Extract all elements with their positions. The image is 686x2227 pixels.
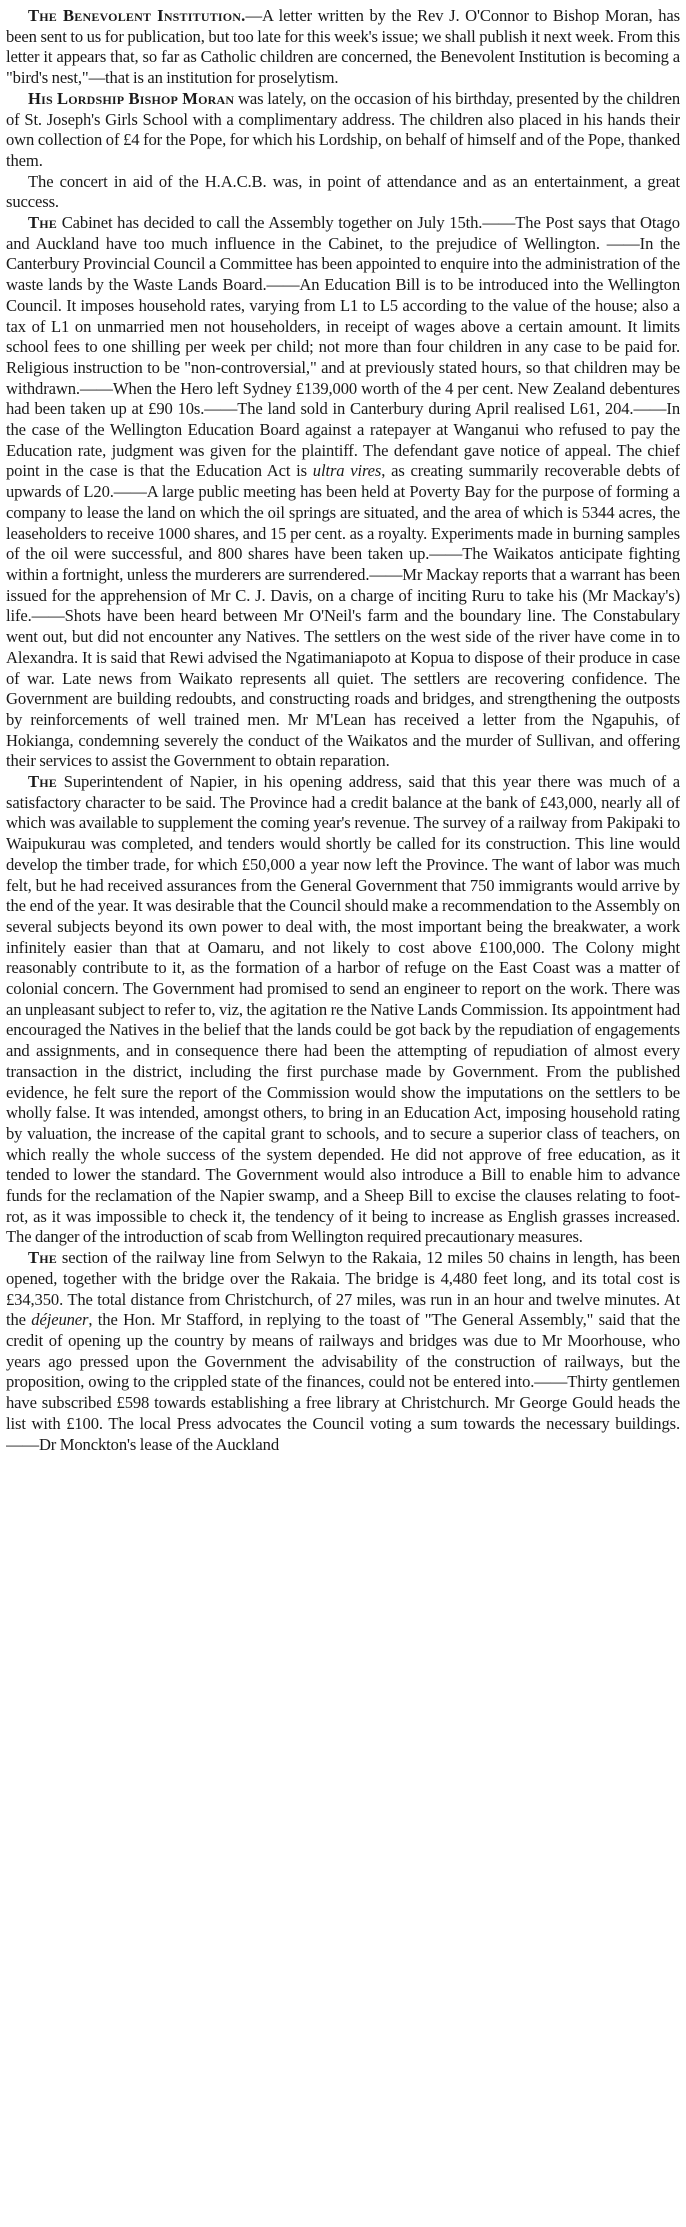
paragraph-italic: ultra vires (312, 461, 382, 481)
paragraph-lead: The Benevolent Institution. (28, 6, 246, 25)
paragraph-railway-rakaia (6, 1248, 680, 1455)
paragraph-text: Cabinet has decided to call the Assembly together on July 15th.——The Post says that Otago and Auckland have too much influence in the Cabinet, to the prejudice of Wellington. ——In the Canterbury Provincial Council a Committee has been appointed to enquire into the administration of the waste lands by the Waste Lands Board.——An Education Bill is to be introduced into the Wellington Council. It imposes household rates, varying from L1 to L5 according to the value of the house; also a tax of L1 on unmarried men not householders, in receipt of wages above a certain amount. It limits school fees to one shilling per week per child; not more than four children in any case to be paid for. Religious instruction to be "non-controversial," and at previously stated hours, so that children may be withdrawn.——When the Hero left Sydney £139,000 worth of the 4 per cent. New Zealand debentures had been taken up at £90 10s.——The land sold in Canterbury during April realised L61, 204.——In the case of the Wellington Education Board against a ratepayer at Wanganui who refused to pay the Education rate, judgment was given for the plaintiff. The defendant gave notice of appeal. The chief point in the case is that the Education Act is (6, 213, 680, 481)
paragraph-tail: , as creating summarily recoverable debts of upwards of L20.——A large public meeting has been held at Poverty Bay for the purpose of forming a company to lease the land on which the oil springs are situated, and the area of which is 5344 acres, the leaseholders to receive 1000 shares, and 15 per cent. as a royalty. Experiments made in burning samples of the oil were successful, and 800 shares have been taken up.——The Waikatos anticipate fighting within a fortnight, unless the murderers are surrendered.——Mr Mackay reports that a warrant has been issued for the apprehension of Mr C. J. Davis, on a charge of inciting Ruru to take his (Mr Mackay's) life.——Shots have been heard between Mr O'Neil's farm and the boundary line. The Constabulary went out, but did not encounter any Natives. The settlers on the west side of the river have come in to Alexandra. It is said that Rewi advised the Ngatimaniapoto at Kopua to dispose of their produce in case of war. Late news from Waikato represents all quiet. The settlers are recovering confidence. The Government are building redoubts, and constructing roads and bridges, and strengthening the outposts by reinforcements of well trained men. Mr M'Lean has received a letter from the Ngapuhis, of Hokianga, condemning severely the conduct of the Waikatos and the murder of Sullivan, and offering their services to assist the Government to obtain reparation. (6, 461, 680, 771)
paragraph-text: section of the railway line from Selwyn to the Rakaia, 12 miles 50 chains in length, has been opened, together with the bridge over the Rakaia. The bridge is 4,480 feet long, and its total cost is £34,350. The total distance from Christchurch, of 27 miles, was run in an hour and twelve minutes. At the (6, 1248, 680, 1330)
paragraph-bishop-moran (6, 89, 680, 172)
paragraph-text: Superintendent of Napier, in his opening address, said that this year there was much of a satisfactory character to be said. The Province had a credit balance at the bank of £43,000, nearly all of which was available to supplement the coming year's revenue. The survey of a railway from Pakipaki to Waipukurau was completed, and tenders would shortly be called for its construction. This line would develop the timber trade, for which £50,000 a year now left the Province. The want of labor was much felt, but he had received assurances from the General Government that 750 immigrants would arrive by the end of the year. It was desirable that the Council should make a recommendation to the Assembly on several subjects beyond its own power to deal with, the most important being the breakwater, a work infinitely easier than that at Oamaru, and not likely to cost above £100,000. The Colony might reasonably contribute to it, as the formation of a harbor of refuge on the East Coast was a matter of colonial concern. The Government had promised to send an engineer to report on the work. There was an unpleasant subject to refer to, viz, the agitation re the Native Lands Commission. Its appointment had encouraged the Natives in the belief that the lands could be got back by the repudiation of engagements and assignments, and in consequence there had been the attempting of repudiation of almost every transaction in the district, including the first purchase made by Government. From the published evidence, he felt sure the report of the Commission would show the imputations on the settlers to be wholly false. It was intended, amongst others, to bring in an Education Act, imposing household rating by valuation, the increase of the capital grant to schools, and to secure a superior class of teachers, on which really the whole success of the system depended. He did not approve of free education, as it tended to lower the standard. The Government would also introduce a Bill to enable him to advance funds for the reclamation of the Napier swamp, and a Sheep Bill to excise the clauses relating to foot-rot, as it was impossible to check it, the tendency of it being to increase as English grasses increased. The danger of the introduction of scab from Wellington required precautionary measures. (6, 772, 680, 1247)
paragraph-italic: déjeuner (31, 1310, 89, 1330)
paragraph-cabinet-news (6, 213, 680, 772)
paragraph-text: The concert in aid of the H.A.C.B. was, in point of attendance and as an entertainment, a great success. (6, 171, 680, 212)
paragraph-lead: The (28, 213, 58, 233)
paragraph-napier-superintendent (6, 772, 680, 1248)
paragraph-lead: His Lordship Bishop Moran (28, 88, 235, 108)
newspaper-column (6, 0, 680, 2225)
paragraph-tail: , the Hon. Mr Stafford, in replying to the toast of "The General Assembly," said that the credit of opening up the country by means of railways and bridges was due to Mr Moorhouse, who years ago pressed upon the Government the advisability of the construction of railways, but the proposition, owing to the crippled state of the finances, could not be entered into.——Thirty gentlemen have subscribed £598 towards establishing a free library at Christchurch. Mr George Gould heads the list with £100. The local Press advocates the Council voting a sum towards the necessary buildings.——Dr Monckton's lease of the Auckland (6, 1310, 680, 1454)
paragraph-text: —A letter written by the Rev J. O'Connor to Bishop Moran, has been sent to us for publication, but too late for this week's issue; we shall publish it next week. From this letter it appears that, so far as Catholic children are concerned, the Benevolent Institution is becoming a "bird's nest,"—that is an institution for proselytism. (6, 6, 680, 88)
paragraph-concert (6, 172, 680, 213)
paragraph-benevolent-institution (6, 6, 680, 89)
paragraph-lead: The (28, 1248, 58, 1268)
paragraph-lead: The (28, 772, 58, 792)
paragraph-text: was lately, on the occasion of his birthday, presented by the children of St. Joseph's Girls School with a complimentary address. The children also placed in his hands their own collection of £4 for the Pope, for which his Lordship, on behalf of himself and of the Pope, thanked them. (6, 88, 680, 170)
